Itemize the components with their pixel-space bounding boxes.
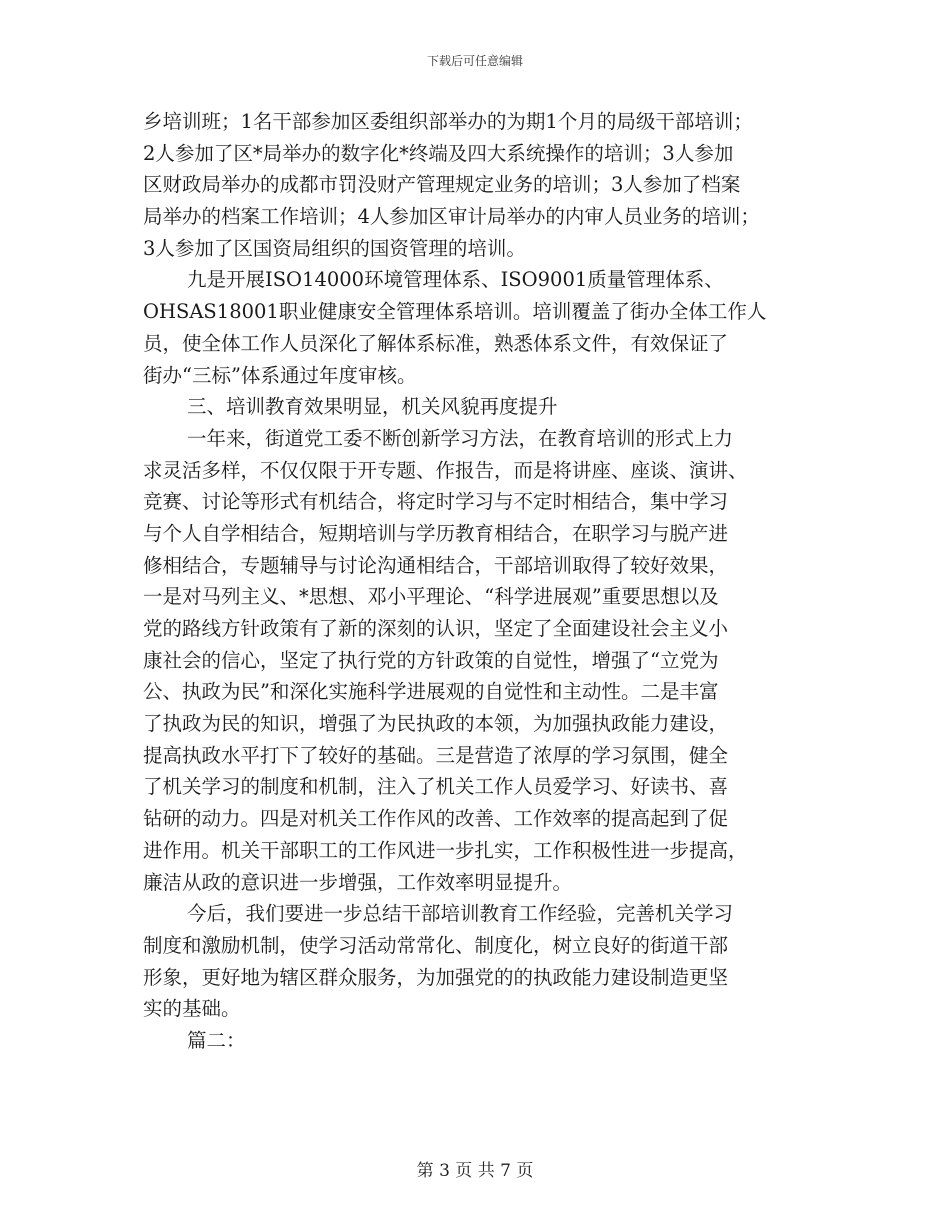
text-line: 实的基础。 [143, 997, 241, 1021]
text-line: 进作用。机关干部职工的工作风进一步扎实，工作积极性进一步提高， [143, 838, 748, 862]
text-line: 街办“三标”体系通过年度审核。 [143, 363, 417, 387]
text-line: 廉洁从政的意识进一步增强，工作效率明显提升。 [143, 870, 573, 894]
page-number: 第 3 页 共 7 页 [416, 1161, 534, 1181]
page-header: 下载后可任意编辑 [426, 54, 523, 68]
text-line: 局举办的档案工作培训；4人参加区审计局举办的内审人员业务的培训； [143, 205, 760, 229]
text-line: 乡培训班；1名干部参加区委组织部举办的为期1个月的局级干部培训； [143, 110, 753, 133]
text-line: 制度和激励机制，使学习活动常常化、制度化，树立良好的街道干部 [143, 933, 729, 957]
text-line: 一是对马列主义、*思想、邓小平理论、“科学进展观”重要思想以及 [143, 585, 719, 609]
section-label: 篇二： [187, 1028, 246, 1052]
text-line: 2人参加了区*局举办的数字化*终端及四大系统操作的培训；3人参加 [143, 141, 734, 165]
document-body [143, 106, 823, 1057]
section-heading: 三、培训教育效果明显，机关风貌再度提升 [187, 395, 558, 419]
text-line: 钻研的动力。四是对机关工作作风的改善、工作效率的提高起到了促 [143, 807, 729, 831]
text-line: 修相结合，专题辅导与讨论沟通相结合，干部培训取得了较好效果， [143, 553, 729, 577]
text-line: 求灵活多样，不仅仅限于开专题、作报告，而是将讲座、座谈、演讲、 [143, 458, 748, 482]
text-line: 公、执政为民”和深化实施科学进展观的自觉性和主动性。二是丰富 [143, 680, 719, 704]
text-line: 提高执政水平打下了较好的基础。三是营造了浓厚的学习氛围，健全 [143, 743, 729, 767]
text-line: 九是开展ISO14000环境管理体系、ISO9001质量管理体系、 [187, 268, 724, 292]
text-line: OHSAS18001职业健康安全管理体系培训。培训覆盖了街办全体工作人 [143, 300, 767, 324]
text-line: 康社会的信心，坚定了执行党的方针政策的自觉性，增强了“立党为 [143, 648, 719, 672]
text-line: 今后，我们要进一步总结干部培训教育工作经验，完善机关学习 [187, 902, 734, 926]
text-line: 了执政为民的知识，增强了为民执政的本领，为加强执政能力建设， [143, 712, 729, 736]
text-line: 形象，更好地为辖区群众服务，为加强党的的执政能力建设制造更坚 [143, 965, 729, 989]
text-line: 区财政局举办的成都市罚没财产管理规定业务的培训；3人参加了档案 [143, 173, 741, 197]
text-line: 竞赛、讨论等形式有机结合，将定时学习与不定时相结合，集中学习 [143, 490, 729, 514]
text-line: 3人参加了区国资局组织的国资管理的培训。 [143, 236, 526, 260]
text-line: 党的路线方针政策有了新的深刻的认识，坚定了全面建设社会主义小 [143, 617, 729, 640]
text-line: 与个人自学相结合，短期培训与学历教育相结合，在职学习与脱产进 [143, 521, 729, 545]
text-line: 员，使全体工作人员深化了解体系标准，熟悉体系文件，有效保证了 [143, 331, 729, 355]
text-line: 一年来，街道党工委不断创新学习方法，在教育培训的形式上力 [187, 426, 734, 450]
text-line: 了机关学习的制度和机制，注入了机关工作人员爱学习、好读书、喜 [143, 775, 729, 799]
